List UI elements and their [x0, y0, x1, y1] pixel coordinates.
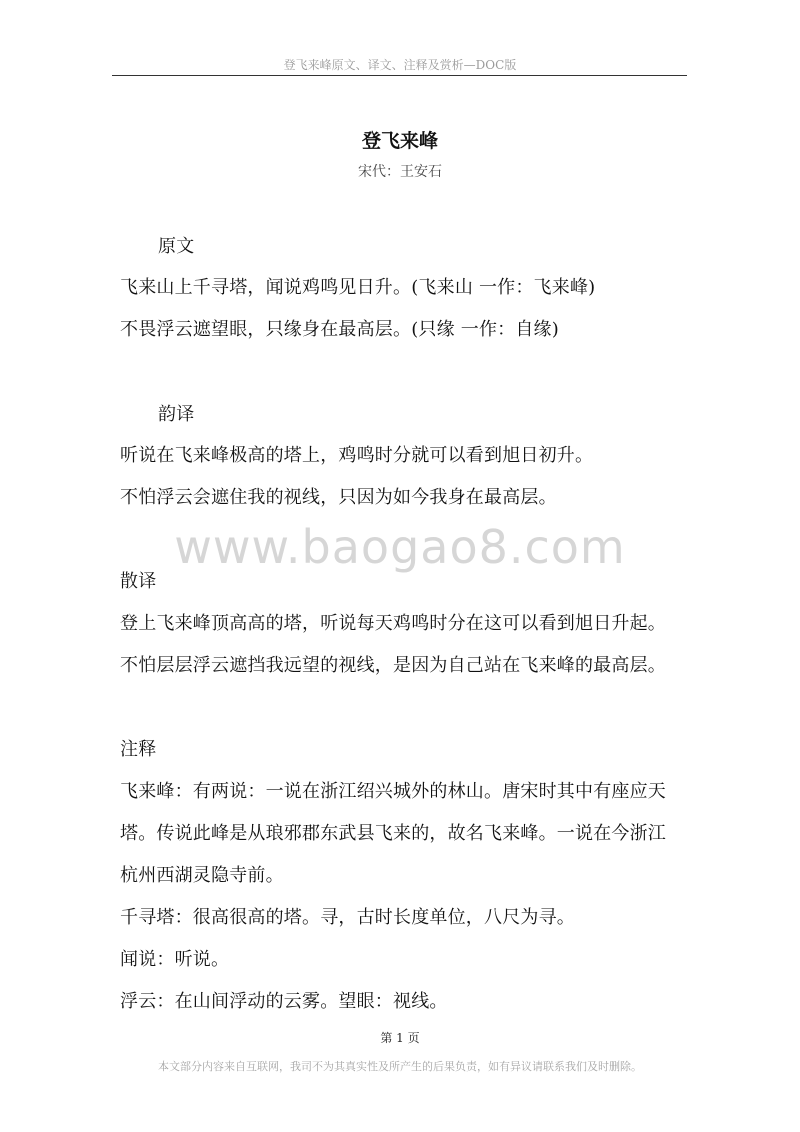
notes-line: 塔。传说此峰是从琅邪郡东武县飞来的，故名飞来峰。一说在今浙江 [120, 823, 666, 844]
section-heading-rhymed: 韵译 [158, 404, 195, 425]
page-header: 登飞来峰原文、译文、注释及赏析—DOC版 [283, 58, 517, 72]
notes-line: 千寻塔：很高很高的塔。寻，古时长度单位，八尺为寻。 [120, 907, 575, 928]
original-line: 飞来山上千寻塔，闻说鸡鸣见日升。(飞来山 一作：飞来峰) [120, 277, 596, 298]
section-heading-prose: 散译 [120, 571, 157, 592]
notes-line: 杭州西湖灵隐寺前。 [120, 865, 284, 886]
rhymed-line: 听说在飞来峰极高的塔上，鸡鸣时分就可以看到旭日初升。 [120, 445, 594, 466]
original-line: 不畏浮云遮望眼，只缘身在最高层。(只缘 一作：自缘) [120, 319, 559, 340]
prose-line: 登上飞来峰顶高高的塔，听说每天鸡鸣时分在这可以看到旭日升起。 [120, 613, 666, 634]
section-heading-notes: 注释 [120, 739, 157, 760]
rhymed-line: 不怕浮云会遮住我的视线，只因为如今我身在最高层。 [120, 487, 557, 508]
page-number: 第 1 页 [380, 1031, 420, 1045]
notes-line: 闻说：听说。 [120, 949, 230, 970]
doc-author: 宋代：王安石 [358, 164, 442, 180]
doc-title: 登飞来峰 [361, 130, 438, 152]
header-rule [112, 75, 687, 76]
prose-line: 不怕层层浮云遮挡我远望的视线，是因为自己站在飞来峰的最高层。 [120, 655, 666, 676]
notes-line: 飞来峰：有两说：一说在浙江绍兴城外的林山。唐宋时其中有座应天 [120, 781, 666, 802]
notes-line: 浮云：在山间浮动的云雾。望眼：视线。 [120, 991, 448, 1012]
section-heading-original: 原文 [158, 236, 195, 257]
watermark: www.baogao8.com [174, 520, 626, 574]
page-footer: 本文部分内容来自互联网，我司不为其真实性及所产生的后果负责，如有异议请联系我们及时删除。 [158, 1060, 642, 1073]
